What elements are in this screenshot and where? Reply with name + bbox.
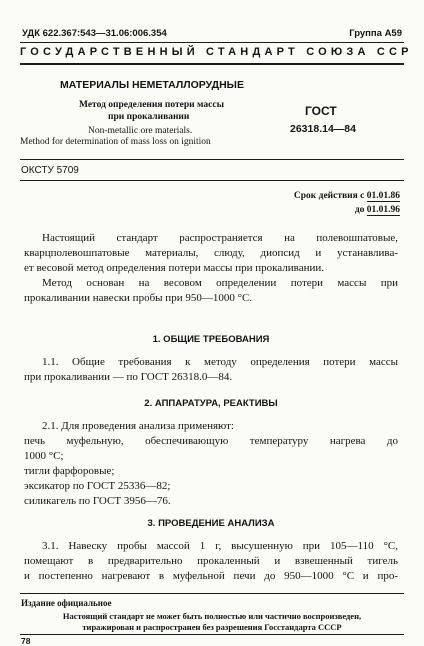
page-number: 78 (21, 636, 31, 646)
udk-code: УДК 622.367:543—31.06:006.354 (22, 28, 167, 39)
section-line: 2.1. Для проведения анализа применяют: (42, 420, 234, 432)
group-code: Группа А59 (349, 28, 402, 39)
standard-banner: ГОСУДАРСТВЕННЫЙ СТАНДАРТ СОЮЗА ССР (20, 46, 413, 58)
validity-end-prefix: до (354, 205, 367, 215)
section-analysis-body (24, 539, 398, 584)
method-line: прокаливании навески пробы при 950—1000 °С. (24, 292, 253, 304)
method-line: Метод основан на весовом определении потери массы при (42, 277, 398, 289)
copyright-notice-1: Настоящий стандарт не может быть полностью или частично воспроизведен, (62, 611, 362, 621)
header-rule-bottom (20, 63, 404, 65)
section-heading-equipment: 2. АППАРАТУРА, РЕАКТИВЫ (144, 398, 278, 409)
section-heading-analysis: 3. ПРОВЕДЕНИЕ АНАЛИЗА (147, 518, 275, 529)
subtitle-ru-1: Метод определения потери массы (79, 100, 225, 110)
copyright-notice-2: тиражирован и распространен без разрешения Госстандарта СССР (82, 622, 342, 632)
title-en-2: Method for determination of mass loss on ignition (20, 137, 211, 147)
section-line: 3.1. Навеску пробы массой 1 г, высушенную при 105—110 °С, (42, 540, 398, 552)
footer-rule-bottom (20, 634, 404, 635)
section-line: тигли фарфоровые; (24, 465, 115, 477)
section-equipment-body (24, 419, 398, 509)
okstu-rule (20, 180, 404, 181)
gost-label: ГОСТ (305, 104, 337, 118)
section-line: силикагель по ГОСТ 3956—76. (24, 495, 171, 507)
section-heading-general: 1. ОБЩИЕ ТРЕБОВАНИЯ (152, 334, 270, 345)
title-ru: МАТЕРИАЛЫ НЕМЕТАЛЛОРУДНЫЕ (60, 79, 244, 91)
section-line: при прокаливании — по ГОСТ 26318.0—84. (24, 371, 233, 383)
subtitle-ru-2: при прокаливании (108, 112, 190, 122)
section-line: и постепенно нагревают в муфельной печи до 950—1000 °С и про- (24, 570, 398, 582)
validity-end (355, 205, 400, 215)
intro-line: Настоящий стандарт распространяется на полевошпатовые, (42, 232, 398, 244)
title-rule (20, 159, 404, 160)
footer-rule (20, 593, 404, 594)
intro-line: кварцполевошпатовые материалы, слюду, диопсид и устанавлива- (24, 247, 398, 259)
title-en-1: Non-metallic ore materials. (88, 126, 193, 136)
validity-start-prefix: Срок действия с (293, 191, 367, 201)
section-line: эксикатор по ГОСТ 25336—82; (24, 480, 171, 492)
validity-start (294, 191, 400, 201)
validity-start-date: 01.01.86 (366, 191, 400, 201)
okstu-code: ОКСТУ 5709 (21, 165, 79, 176)
method-paragraph (24, 276, 398, 306)
section-line: печь муфельную, обеспечивающую температуру нагрева до (24, 435, 398, 447)
section-general-body (24, 355, 398, 385)
section-line: помещают в предварительно прокаленный и взвешенный тигель (24, 555, 398, 567)
header-rule-top (20, 42, 404, 43)
gost-number: 26318.14—84 (290, 123, 356, 135)
validity-end-date: 01.01.96 (366, 205, 400, 215)
section-line: 1.1. Общие требования к методу определения потери массы (42, 356, 398, 368)
section-line: 1000 °С; (24, 450, 64, 462)
intro-paragraph (24, 231, 398, 276)
edition-label: Издание официальное (21, 598, 112, 608)
intro-line: ет весовой метод определения потери массы при прокаливании. (24, 262, 324, 274)
